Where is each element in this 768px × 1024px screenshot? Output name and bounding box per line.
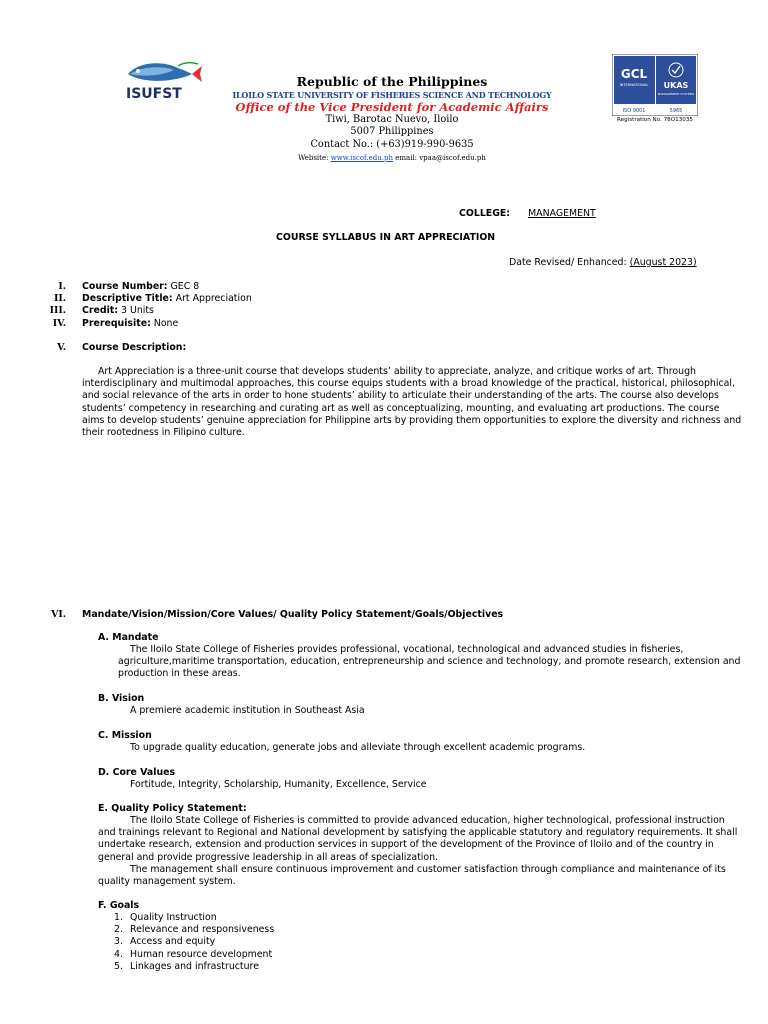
goal-number: 1.: [114, 912, 123, 923]
quality-policy-title: E. Quality Policy Statement:: [98, 803, 247, 814]
mandate-line: production in these areas.: [118, 668, 241, 680]
goal-number: 2.: [114, 924, 123, 936]
quality-policy-line: and trainings relevant to Regional and National development by satisfying the applicable statutory and regulatory requirements. It shall: [98, 827, 738, 839]
syllabus-title: COURSE SYLLABUS IN ART APPRECIATION: [276, 232, 496, 243]
descriptive-title-value: Art Appreciation: [172, 293, 252, 305]
iso-text: ISO 9001: [622, 108, 646, 114]
section-vi-heading: [42, 609, 503, 621]
item-number: III.: [49, 305, 66, 317]
office-name: Office of the Vice President for Academic Affairs: [235, 100, 549, 115]
goals-list: [114, 912, 274, 973]
mission-text: To upgrade quality education, generate jobs and alleviate through excellent academic programs.: [130, 742, 586, 753]
date-revised-value: (August 2023): [629, 257, 697, 268]
website-label: Website:: [298, 153, 331, 162]
prerequisite-label: Prerequisite:: [82, 317, 151, 329]
mandate-line: The Iloilo State College of Fisheries provides professional, vocational, technological and advanced studies in fisheries,: [130, 644, 684, 655]
contact-line: Contact No.: (+63)919-990-9635: [310, 138, 474, 150]
goal-number: 3.: [114, 936, 123, 948]
isufst-logo: [122, 58, 204, 102]
cert-number: 5965: [669, 108, 683, 114]
logo-text: ISUFST: [126, 86, 182, 102]
description-line: and social relevance of the arts in order to hone students’ ability to articulate their understanding of the arts. The course also develops: [82, 390, 719, 402]
mandate-title: A. Mandate: [98, 632, 159, 643]
mandate-line: agriculture,maritime transportation, education, entrepreneurship and science and technology, and promote research, extension and: [118, 656, 741, 668]
registration-number: Registration No. 78Q13035: [617, 117, 693, 123]
address-line-2: 5007 Philippines: [350, 126, 434, 138]
description-line: students’ competency in researching and curating art as well as conceptualizing, mounting, and evaluating art productions. The course: [82, 402, 720, 414]
course-description-title: Course Description:: [82, 342, 187, 353]
list-item: [114, 924, 274, 936]
gcl-ukas-badge-icon: [612, 54, 698, 116]
goal-text: Human resource development: [130, 948, 273, 960]
college-line: [459, 208, 622, 220]
website-line: [212, 152, 572, 165]
vision-text: A premiere academic institution in Southeast Asia: [130, 705, 365, 716]
email-label: email:: [392, 153, 420, 162]
ukas-text: UKAS: [663, 81, 689, 90]
mission-title: C. Mission: [98, 730, 152, 741]
gcl-text: GCL: [620, 67, 648, 81]
course-number-value: GEC 8: [167, 281, 200, 292]
credit-row: [42, 305, 252, 317]
quality-policy-line: undertake research, extension and production services in support of the development of the Province of Iloilo and of the country in: [98, 839, 714, 851]
republic-heading: Republic of the Philippines: [296, 74, 488, 89]
goal-text: Linkages and infrastructure: [130, 960, 259, 972]
core-values-text: Fortitude, Integrity, Scholarship, Humanity, Excellence, Service: [130, 779, 427, 790]
goal-number: 4.: [114, 948, 123, 960]
quality-policy-line: general and provide progressive leadership in all areas of specialization.: [98, 851, 439, 863]
course-number-row: [42, 281, 252, 293]
description-line: aims to develop students’ genuine appreciation for Philippine arts by providing them opportunities to explore the diversity and richness and: [82, 414, 742, 426]
description-line: Art Appreciation is a three-unit course that develops students’ ability to appreciate, analyze, and critique works of art. Through: [98, 366, 696, 377]
goal-text: Quality Instruction: [130, 912, 217, 923]
item-number: I.: [58, 281, 66, 292]
credit-value: 3 Units: [118, 305, 154, 317]
date-revised-label: Date Revised/ Enhanced:: [509, 257, 630, 268]
list-item: [114, 936, 274, 948]
quality-policy-line: The Iloilo State College of Fisheries is committed to provide advanced education, higher technological, professional instruction: [130, 815, 725, 826]
prerequisite-value: None: [150, 317, 179, 329]
goal-number: 5.: [114, 960, 123, 972]
item-number: V.: [57, 342, 66, 353]
goals-title: F. Goals: [98, 900, 140, 911]
list-item: [114, 912, 274, 924]
course-number-label: Course Number:: [82, 281, 168, 292]
international-text: INTERNATIONAL: [619, 83, 649, 87]
email-value: vpaa@iscof.edu.ph: [419, 153, 486, 162]
mandate-body: [82, 644, 740, 681]
section-vi-title: Mandate/Vision/Mission/Core Values/ Quality Policy Statement/Goals/Objectives: [82, 609, 504, 620]
item-number: VI.: [51, 609, 66, 620]
core-values-title: D. Core Values: [98, 767, 176, 778]
letterhead: [212, 76, 572, 164]
goal-text: Access and equity: [130, 936, 216, 948]
quality-policy-body: [98, 815, 737, 888]
credit-label: Credit:: [82, 305, 119, 317]
vision-title: B. Vision: [98, 693, 145, 704]
description-line: interdisciplinary and multimodal approaches, this course equips students with a broad knowledge of the practical, historical, philosophical,: [82, 378, 735, 390]
website-link[interactable]: www.iscof.edu.ph: [330, 153, 393, 162]
descriptive-title-row: [42, 293, 252, 305]
item-number: II.: [53, 293, 66, 305]
prerequisite-row: [42, 318, 252, 330]
list-item: [114, 949, 274, 961]
quality-policy-line: quality management system.: [98, 876, 236, 888]
course-description-heading: [42, 342, 186, 354]
date-revised-line: [509, 257, 697, 269]
goal-text: Relevance and responsiveness: [130, 924, 275, 936]
description-line: their rootedness in Filipino culture.: [82, 427, 245, 439]
fish-logo-icon: [122, 58, 204, 102]
list-item: [114, 961, 274, 973]
course-description-body: [82, 366, 742, 439]
ukas-sub-text: MANAGEMENT SYSTEMS: [657, 92, 695, 96]
address-line-1: Tiwi, Barotac Nuevo, Iloilo: [325, 113, 459, 125]
descriptive-title-label: Descriptive Title:: [82, 293, 173, 305]
certification-badge: [612, 54, 698, 116]
university-name: ILOILO STATE UNIVERSITY OF FISHERIES SCIENCE AND TECHNOLOGY: [232, 89, 552, 100]
college-value: MANAGEMENT: [528, 208, 596, 219]
item-number: IV.: [52, 317, 66, 329]
course-info-list: [42, 281, 252, 330]
quality-policy-line: The management shall ensure continuous improvement and customer satisfaction through compliance and maintenance of its: [130, 863, 726, 875]
college-label: COLLEGE:: [459, 208, 511, 219]
